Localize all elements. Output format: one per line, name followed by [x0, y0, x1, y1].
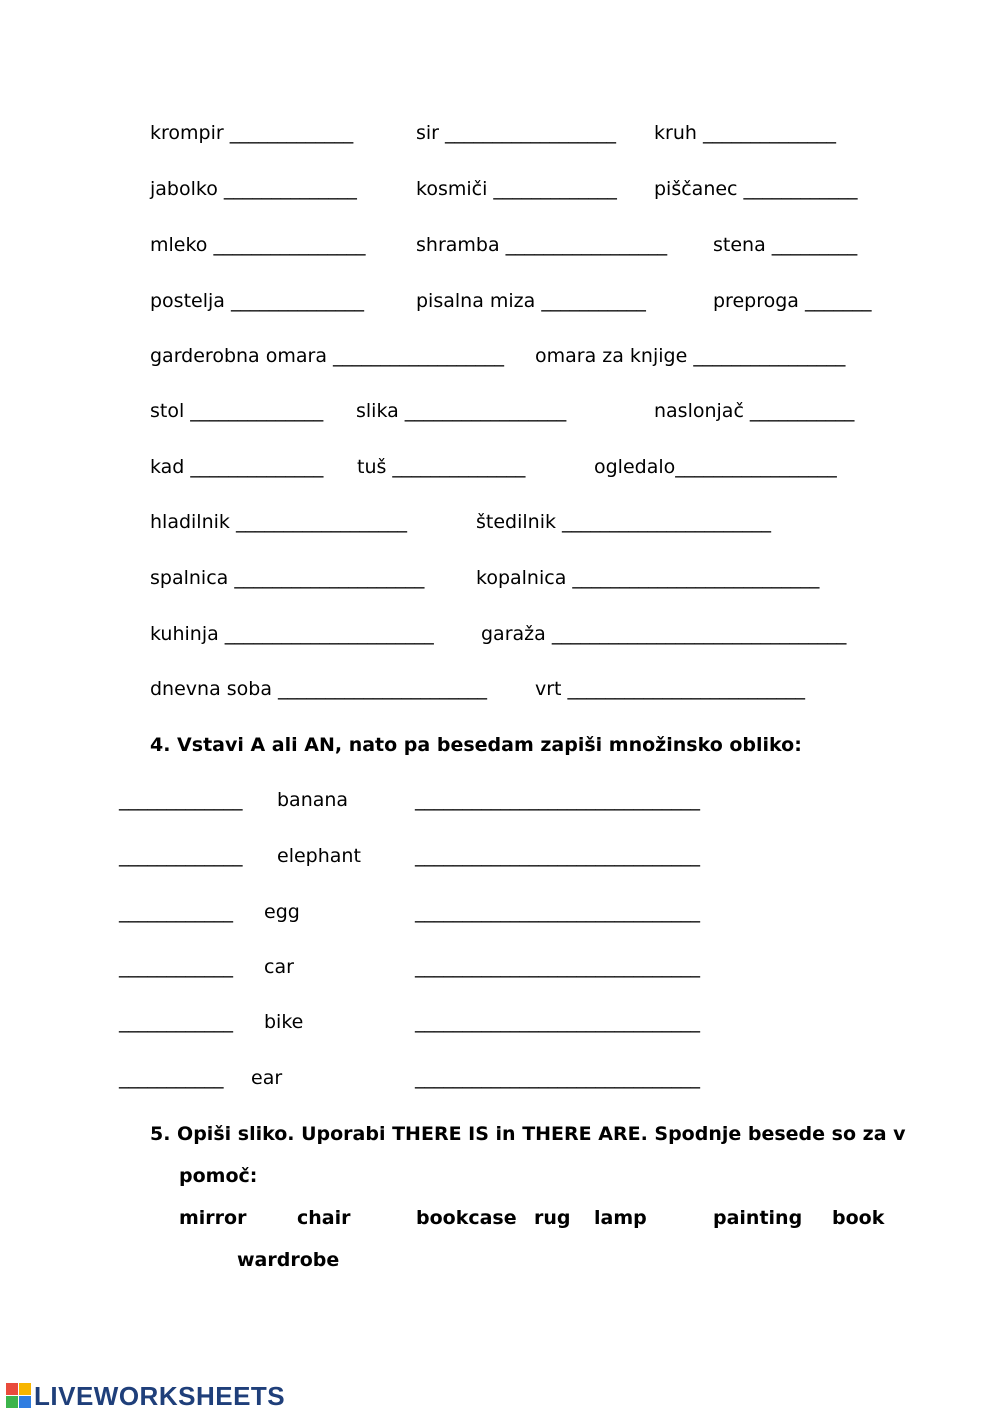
vocab-item[interactable]: kosmiči _____________ [416, 178, 617, 200]
vocab-item[interactable]: stena _________ [713, 234, 858, 256]
section-5-title-cont: pomoč: [179, 1165, 258, 1187]
vocab-item[interactable]: kad ______________ [150, 456, 324, 478]
vocab-item[interactable]: stol ______________ [150, 400, 324, 422]
article-blank[interactable]: ____________ [119, 901, 233, 923]
plural-answer-line[interactable]: ______________________________ [415, 845, 700, 867]
vocab-item[interactable]: pisalna miza ___________ [416, 290, 646, 312]
helper-word: bookcase [416, 1207, 517, 1229]
liveworksheets-logo-icon [6, 1383, 32, 1409]
vocab-item[interactable]: hladilnik __________________ [150, 511, 407, 533]
vocab-item[interactable]: vrt _________________________ [535, 678, 806, 700]
article-blank[interactable]: _____________ [119, 789, 243, 811]
vocab-item[interactable]: garderobna omara __________________ [150, 345, 505, 367]
vocab-item[interactable]: garaža _______________________________ [481, 623, 847, 645]
plural-answer-line[interactable]: ______________________________ [415, 901, 700, 923]
article-blank[interactable]: ____________ [119, 956, 233, 978]
noun-word: ear [251, 1067, 283, 1089]
vocab-item[interactable]: sir __________________ [416, 122, 617, 144]
plural-answer-line[interactable]: ______________________________ [415, 789, 700, 811]
vocab-item[interactable]: preproga _______ [713, 290, 872, 312]
plural-answer-line[interactable]: ______________________________ [415, 956, 700, 978]
vocab-item[interactable]: jabolko ______________ [150, 178, 357, 200]
noun-word: egg [264, 901, 300, 923]
helper-word: chair [297, 1207, 351, 1229]
article-blank[interactable]: ____________ [119, 1011, 233, 1033]
vocab-item[interactable]: omara za knjige ________________ [535, 345, 846, 367]
vocab-item[interactable]: kruh ______________ [654, 122, 836, 144]
vocab-item[interactable]: naslonjač ___________ [654, 400, 855, 422]
helper-word: rug [534, 1207, 571, 1229]
article-blank[interactable]: _____________ [119, 845, 243, 867]
plural-answer-line[interactable]: ______________________________ [415, 1011, 700, 1033]
helper-word: wardrobe [237, 1249, 340, 1271]
vocab-item[interactable]: krompir _____________ [150, 122, 354, 144]
logo-text: LIVEWORKSHEETS [34, 1380, 286, 1411]
helper-word: book [832, 1207, 885, 1229]
vocab-item[interactable]: kuhinja ______________________ [150, 623, 434, 645]
section-5-title: 5. Opiši sliko. Uporabi THERE IS in THERE ARE. Spodnje besede so za v [150, 1123, 906, 1145]
section-4-title: 4. Vstavi A ali AN, nato pa besedam zapiši množinsko obliko: [150, 734, 802, 756]
liveworksheets-logo[interactable] [6, 1382, 285, 1410]
vocab-item[interactable]: kopalnica __________________________ [476, 567, 820, 589]
vocab-item[interactable]: spalnica ____________________ [150, 567, 425, 589]
vocab-item[interactable]: slika _________________ [356, 400, 567, 422]
vocab-item[interactable]: dnevna soba ______________________ [150, 678, 488, 700]
article-blank[interactable]: ___________ [119, 1067, 224, 1089]
noun-word: bike [264, 1011, 304, 1033]
helper-word: mirror [179, 1207, 247, 1229]
vocab-item[interactable]: shramba _________________ [416, 234, 668, 256]
noun-word: banana [277, 789, 349, 811]
noun-word: car [264, 956, 294, 978]
vocab-item[interactable]: postelja ______________ [150, 290, 364, 312]
noun-word: elephant [277, 845, 361, 867]
vocab-item[interactable]: ogledalo_________________ [594, 456, 837, 478]
vocab-item[interactable]: štedilnik ______________________ [476, 511, 772, 533]
plural-answer-line[interactable]: ______________________________ [415, 1067, 700, 1089]
vocab-item[interactable]: mleko ________________ [150, 234, 366, 256]
vocab-item[interactable]: piščanec ____________ [654, 178, 858, 200]
helper-word: painting [713, 1207, 803, 1229]
vocab-item[interactable]: tuš ______________ [357, 456, 526, 478]
helper-word: lamp [594, 1207, 647, 1229]
